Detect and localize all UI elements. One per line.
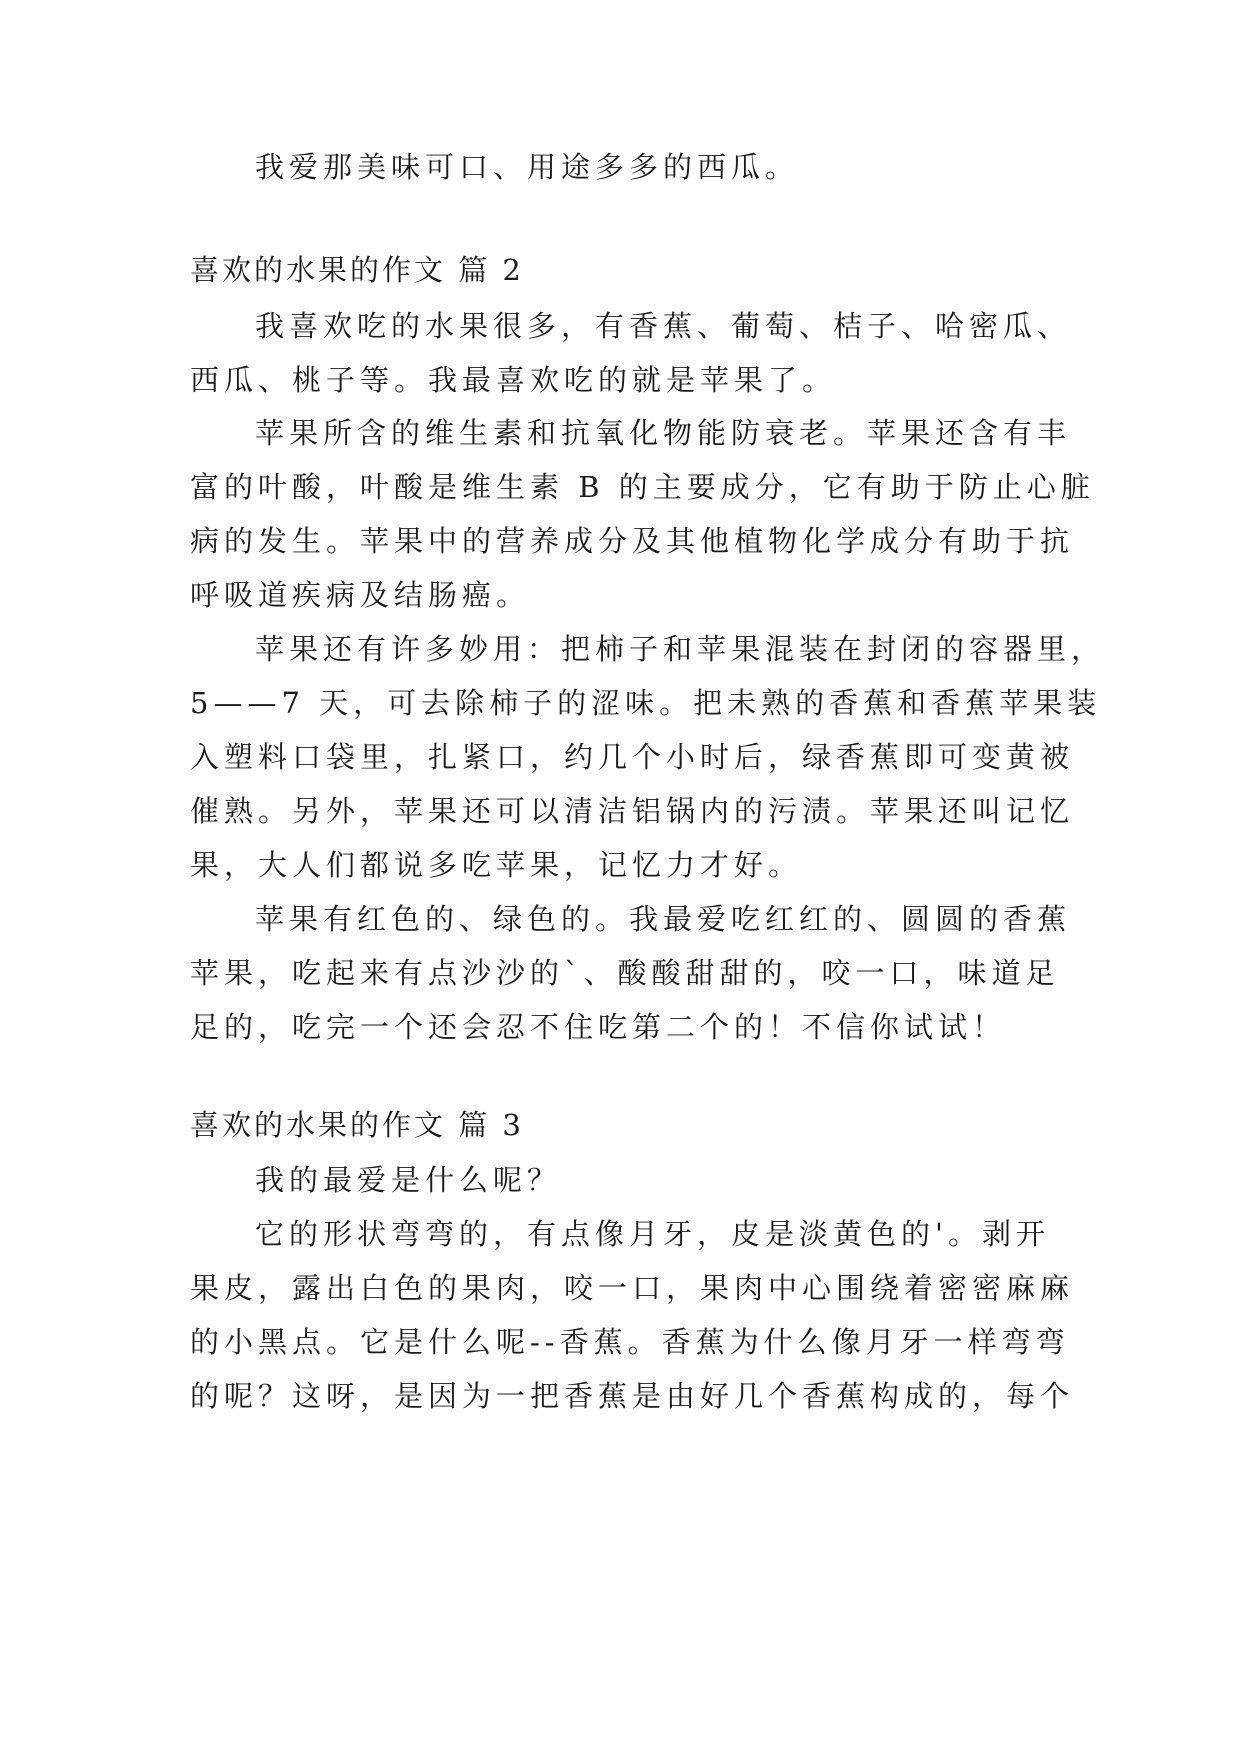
paragraph-line: 病的发生。苹果中的营养成分及其他植物化学成分有助于抗 [190,524,1075,558]
paragraph-line: 入塑料口袋里，扎紧口，约几个小时后，绿香蕉即可变黄被 [190,740,1075,774]
paragraph-line: 果，大人们都说多吃苹果，记忆力才好。 [190,848,803,882]
paragraph-line: 果皮，露出白色的果肉，咬一口，果肉中心围绕着密密麻麻 [190,1271,1075,1305]
paragraph-line: 的小黑点。它是什么呢--香蕉。香蕉为什么像月牙一样弯弯 [190,1325,1070,1359]
paragraph-line: 苹果所含的维生素和抗氧化物能防衰老。苹果还含有丰 [255,416,1072,450]
paragraph-line: 它的形状弯弯的，有点像月牙，皮是淡黄色的'。剥开 [255,1217,1050,1251]
paragraph-line: 我爱那美味可口、用途多多的西瓜。 [255,150,800,184]
paragraph-line: 苹果还有许多妙用：把柿子和苹果混装在封闭的容器里， [255,632,1106,666]
paragraph-line: 呼吸道疾病及结肠癌。 [190,578,531,612]
paragraph-line: 我喜欢吃的水果很多，有香蕉、葡萄、桔子、哈密瓜、 [255,309,1072,343]
paragraph-line: 5——7 天，可去除柿子的涩味。把未熟的香蕉和香蕉苹果装 [190,686,1102,720]
paragraph-line: 足的，吃完一个还会忍不住吃第二个的！不信你试试！ [190,1010,1007,1044]
paragraph-line: 的呢？这呀，是因为一把香蕉是由好几个香蕉构成的，每个 [190,1379,1075,1413]
paragraph-line: 我的最爱是什么呢？ [255,1163,562,1197]
section-heading: 喜欢的水果的作文 篇 2 [190,253,524,287]
paragraph-line: 催熟。另外，苹果还可以清洁铝锅内的污渍。苹果还叫记忆 [190,794,1075,828]
section-heading: 喜欢的水果的作文 篇 3 [190,1108,524,1142]
paragraph-line: 富的叶酸，叶酸是维生素 B 的主要成分，它有助于防止心脏 [190,470,1095,504]
paragraph-line: 苹果有红色的、绿色的。我最爱吃红红的、圆圆的香蕉 [255,902,1072,936]
paragraph-line: 西瓜、桃子等。我最喜欢吃的就是苹果了。 [190,363,837,397]
paragraph-line: 苹果，吃起来有点沙沙的`、酸酸甜甜的，咬一口，味道足 [190,956,1060,990]
